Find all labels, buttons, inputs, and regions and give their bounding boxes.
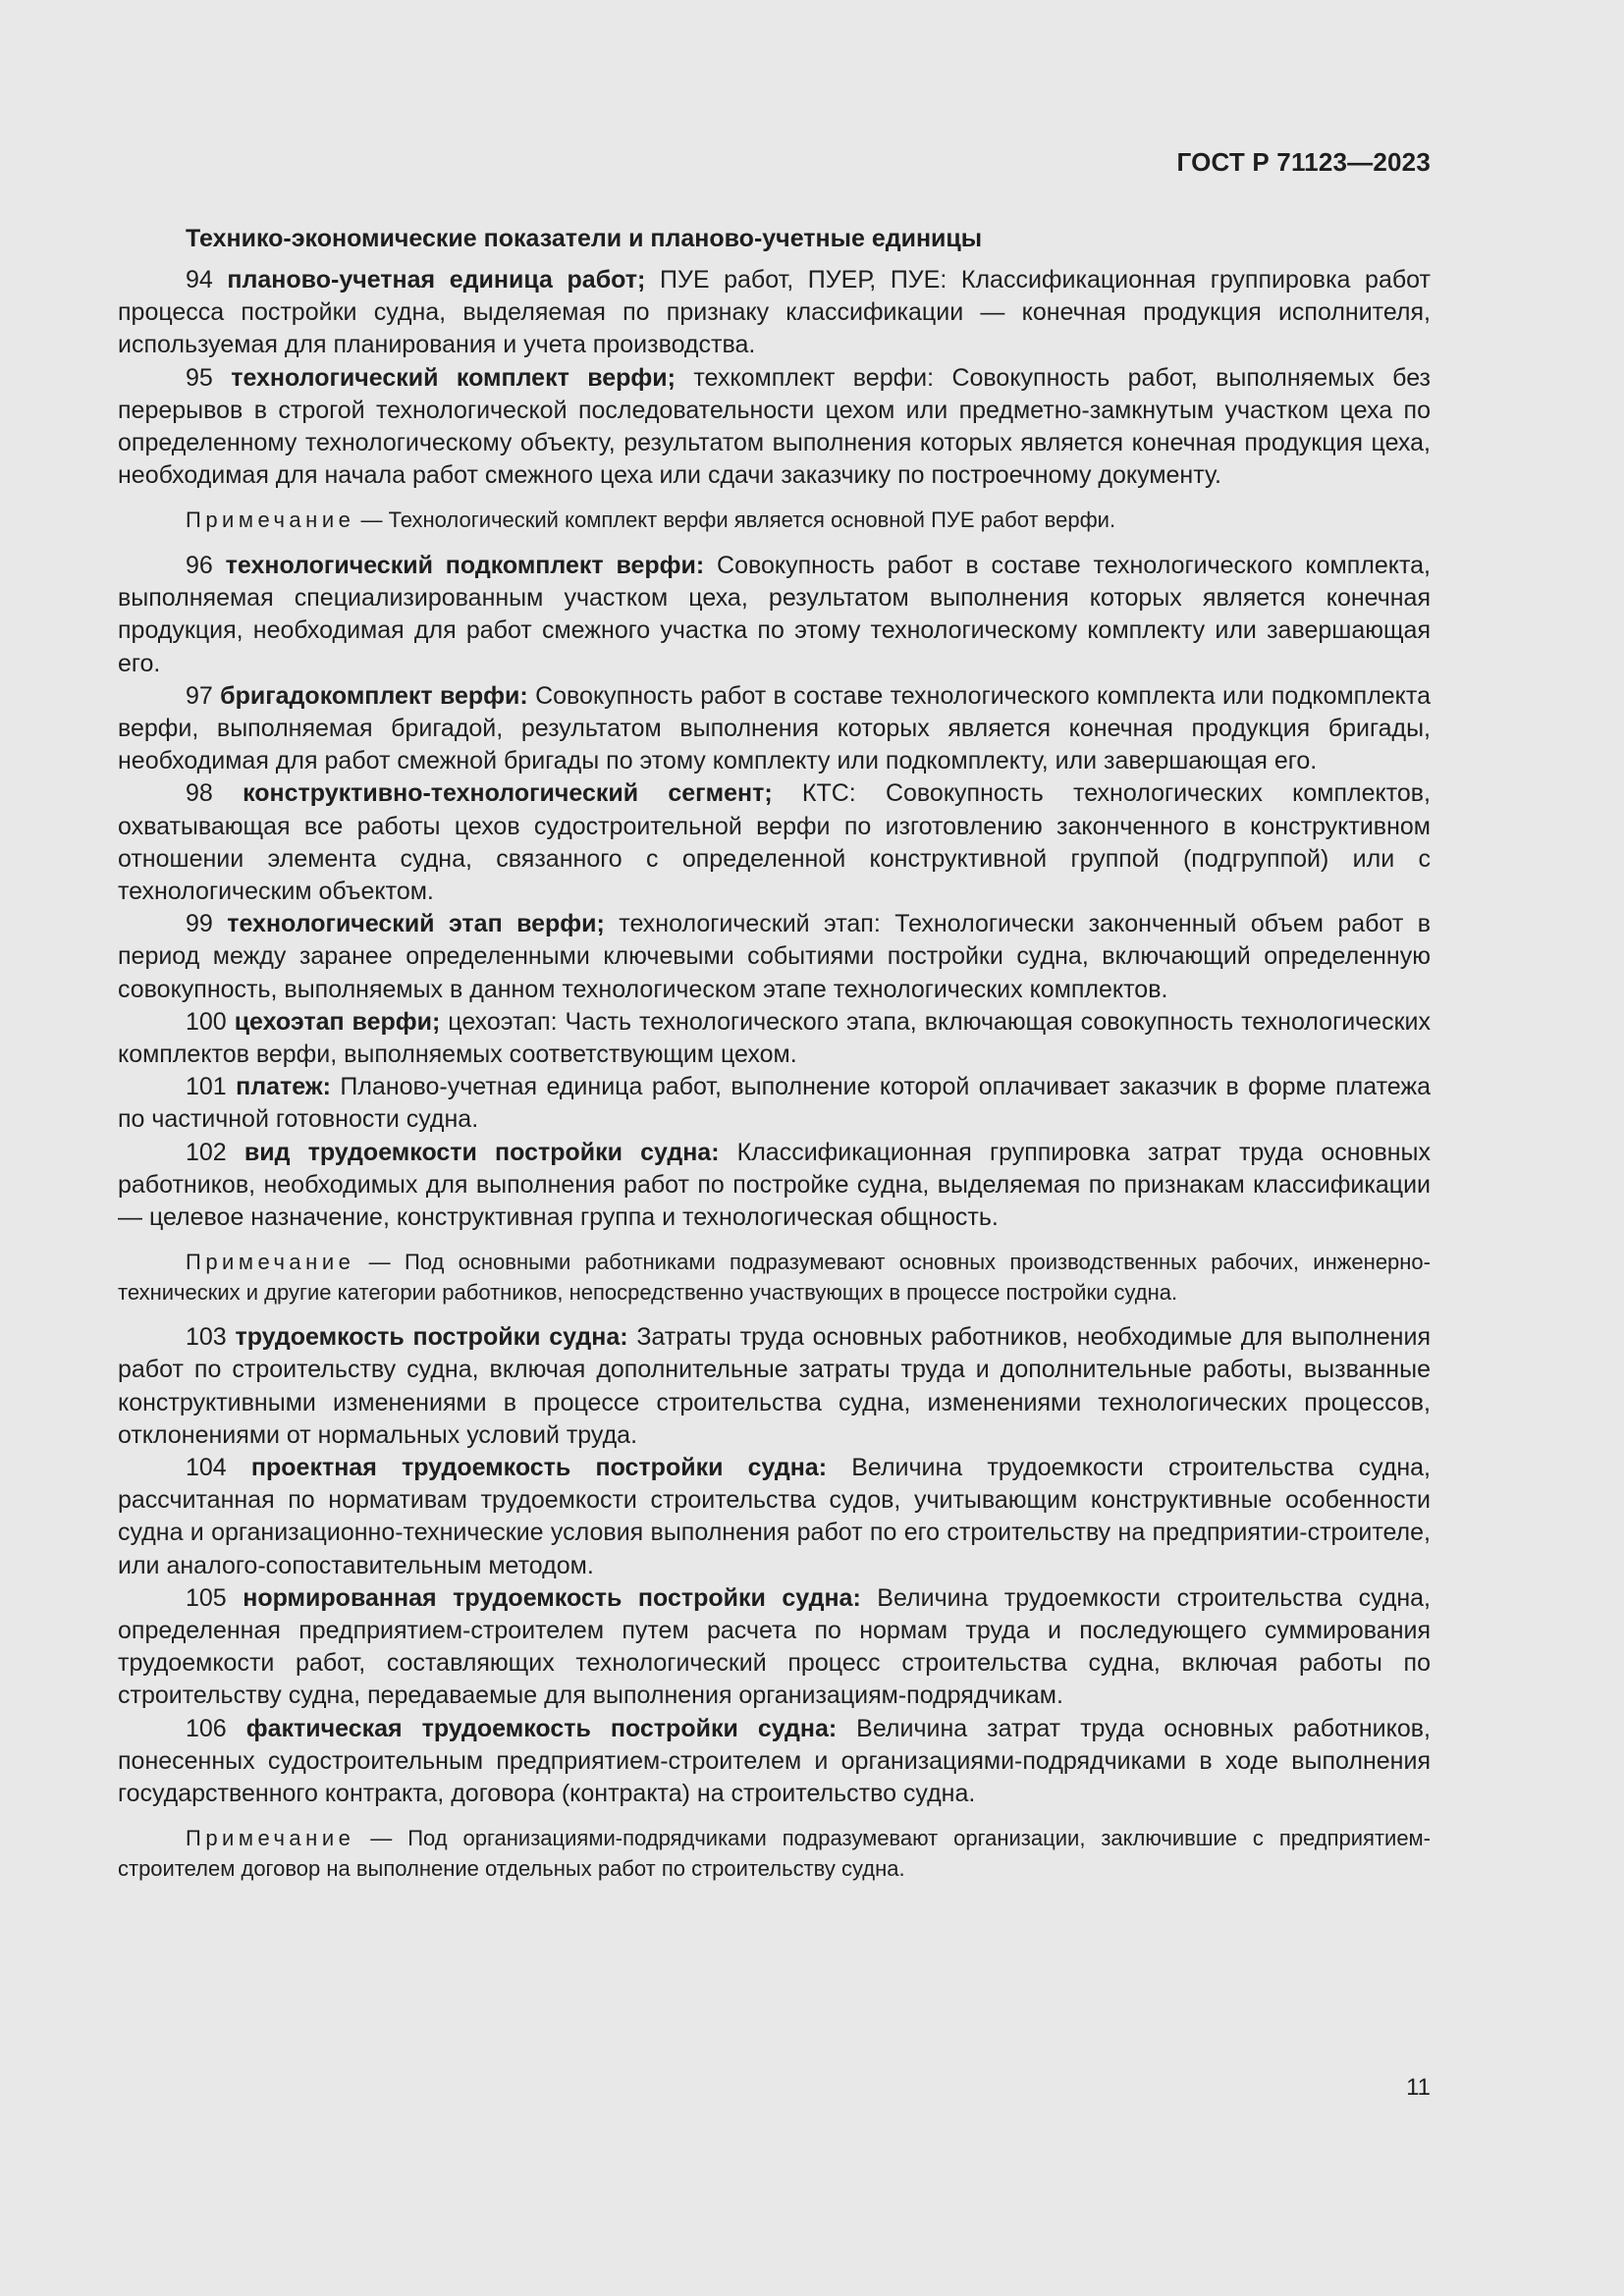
entry-number: 94: [186, 266, 213, 294]
document-code-header: ГОСТ Р 71123—2023: [1176, 147, 1431, 177]
note-text: Технологический комплект верфи является основной ПУЕ работ верфи.: [388, 507, 1116, 533]
entry-definition: цехоэтап: Часть технологического этапа, включающая совокупность технологических комплектов верфи, выполняемых соответствующим цехом.: [118, 1007, 1431, 1068]
entry-term: проектная трудоемкость постройки судна:: [250, 1454, 828, 1481]
note-dash: —: [354, 507, 389, 533]
term-entry-100: [118, 1006, 1431, 1071]
entry-number: 101: [186, 1073, 227, 1101]
entry-definition: технологический этап: Технологически законченный объем работ в период между заранее определенными ключевыми событиями постройки судна, включающий определенную совокупность, выполняемых в данном технологическом этапе технологических комплектов.: [118, 910, 1431, 1003]
term-entry-105: [118, 1582, 1431, 1713]
entry-number: 106: [186, 1714, 227, 1742]
note-1: [118, 506, 1431, 536]
entry-term: технологический этап верфи;: [227, 910, 605, 938]
entry-number: 98: [186, 779, 213, 808]
entry-term: нормированная трудоемкость постройки судна:: [243, 1583, 861, 1612]
note-text: Под организациями-подрядчиками подразумевают организации, заключившие с предприятием-строителем договор на выполнение отдельных работ по строительству судна.: [118, 1826, 1431, 1881]
entry-definition: ПУЕ работ, ПУЕР, ПУЕ: Классификационная группировка работ процесса постройки судна, выделяемая по признаку классификации — конечная продукция исполнителя, используемая для планирования и учета производства.: [118, 266, 1431, 359]
entry-definition: техкомплект верфи: Совокупность работ, выполняемых без перерывов в строгой технологической последовательности цехом или предметно-замкнутым участком цеха по определенному технологическому объекту, результатом выполнения которых является конечная продукция цеха, необходимая для начала работ смежного цеха или сдачи заказчику по построечному документу.: [118, 363, 1432, 490]
entry-definition: Совокупность работ в составе технологического комплекта или подкомплекта верфи, выполняемая бригадой, результатом выполнения которых является конечная продукция бригады, необходимая для работ смежной бригады по этому комплекту или подкомплекту, или завершающая его.: [118, 681, 1431, 775]
term-entry-102: [118, 1137, 1431, 1235]
entry-definition: Величина затрат труда основных работников, понесенных судостроительным предприятием-строителем и организациями-подрядчиками в ходе выполнения государственного контракта, договора (контракта) на строительство судна.: [118, 1714, 1431, 1808]
entry-term: платеж:: [236, 1073, 331, 1101]
entry-number: 105: [186, 1583, 227, 1612]
entry-term: конструктивно-технологический сегмент;: [243, 779, 773, 808]
entry-number: 99: [186, 910, 213, 938]
document-body: [118, 222, 1431, 1897]
note-2: [118, 1248, 1431, 1308]
entry-definition: Классификационная группировка затрат труда основных работников, необходимых для выполнения работ по постройке судна, выделяемая по признакам классификации — целевое назначение, конструктивная группа и технологическая общность.: [118, 1138, 1431, 1231]
term-entry-106: [118, 1713, 1431, 1811]
term-entry-103: [118, 1321, 1431, 1452]
term-entry-94: [118, 264, 1431, 362]
entry-definition: Планово-учетная единица работ, выполнение которой оплачивает заказчик в форме платежа по частичной готовности судна.: [118, 1073, 1431, 1134]
note-dash: —: [354, 1250, 405, 1275]
entry-definition: КТС: Совокупность технологических комплектов, охватывающая все работы цехов судостроительной верфи по изготовлению законченного в конструктивном отношении элемента судна, связанного с определенной конструктивной группой (подгруппой) или с технологическим объектом.: [118, 779, 1431, 905]
note-label: Примечание: [186, 507, 355, 533]
entry-number: 103: [186, 1323, 227, 1352]
page-number: 11: [1406, 2074, 1431, 2101]
term-entry-97: [118, 680, 1431, 778]
note-dash: —: [354, 1826, 408, 1851]
entry-definition: Затраты труда основных работников, необходимые для выполнения работ по строительству судна, включая дополнительные затраты труда и дополнительные работы, вызванные конструктивными изменениями в процессе строительства судна, изменениями технологических процессов, отклонениями от нормальных условий труда.: [118, 1323, 1431, 1449]
term-entry-99: [118, 908, 1431, 1006]
entry-term: технологический подкомплект верфи:: [225, 551, 705, 579]
term-entry-96: [118, 550, 1431, 680]
section-title: Технико-экономические показатели и планово-учетные единицы: [186, 225, 983, 252]
entry-number: 96: [186, 551, 213, 579]
note-3: [118, 1824, 1431, 1884]
entry-definition: Величина трудоемкости строительства судна, определенная предприятием-строителем путем расчета по нормам труда и последующего суммирования трудоемкости работ, составляющих технологический процесс строительства судна, включая работы по строительству судна, передаваемые для выполнения организациям-подрядчикам.: [118, 1583, 1431, 1710]
entry-term: планово-учетная единица работ;: [227, 266, 646, 294]
entry-number: 97: [186, 681, 213, 710]
note-label: Примечание: [186, 1250, 355, 1275]
entry-number: 95: [186, 363, 213, 392]
entry-term: цехоэтап верфи;: [234, 1007, 441, 1036]
entry-number: 102: [186, 1138, 227, 1166]
entry-term: бригадокомплект верфи:: [220, 681, 528, 710]
entry-term: фактическая трудоемкость постройки судна:: [245, 1714, 838, 1742]
entry-definition: Величина трудоемкости строительства судна, рассчитанная по нормативам трудоемкости строительства судов, учитывающим конструктивные особенности судна и организационно-технические условия выполнения работ по его строительству на предприятии-строителе, или аналого-сопоставительным методом.: [118, 1454, 1431, 1579]
entry-term: трудоемкость постройки судна:: [235, 1323, 628, 1352]
entry-number: 100: [186, 1007, 227, 1036]
entry-definition: Совокупность работ в составе технологического комплекта, выполняемая специализированным участком цеха, результатом выполнения которых является конечная продукция, необходимая для работ смежного участка по этому технологическому комплекту или завершающая его.: [118, 551, 1431, 677]
entry-number: 104: [186, 1454, 227, 1481]
term-entry-95: [118, 362, 1431, 493]
note-text: Под основными работниками подразумевают основных производственных рабочих, инженерно-технических и другие категории работников, непосредственно участвующих в процессе постройки судна.: [118, 1250, 1431, 1305]
entry-term: вид трудоемкости постройки судна:: [244, 1138, 720, 1166]
term-entry-98: [118, 777, 1431, 908]
note-label: Примечание: [186, 1826, 355, 1851]
entry-term: технологический комплект верфи;: [231, 363, 676, 392]
term-entry-104: [118, 1452, 1431, 1582]
term-entry-101: [118, 1071, 1431, 1136]
